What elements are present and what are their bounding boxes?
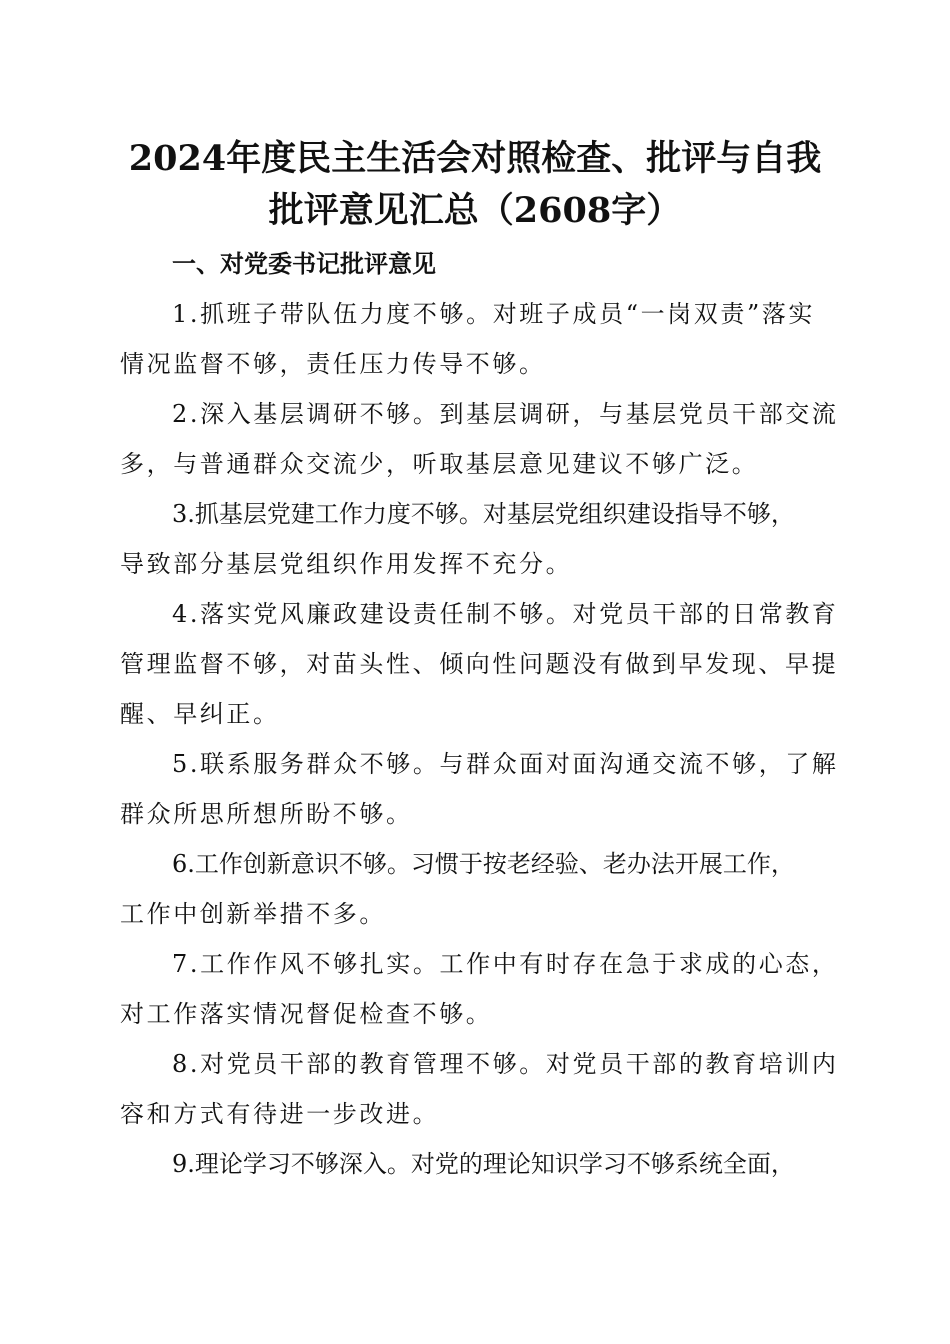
paragraph-line: 9.理论学习不够深入。对党的理论知识学习不够系统全面， bbox=[172, 1150, 795, 1178]
paragraph-line: 1.抓班子带队伍力度不够。对班子成员“一岗双责”落实 bbox=[172, 300, 816, 328]
paragraph-line: 8.对党员干部的教育管理不够。对党员干部的教育培训内 bbox=[172, 1050, 839, 1078]
paragraph-line: 导致部分基层党组织作用发挥不充分。 bbox=[120, 550, 573, 578]
paragraph-line: 醒、早纠正。 bbox=[120, 700, 280, 728]
paragraph-line: 管理监督不够，对苗头性、倾向性问题没有做到早发现、早提 bbox=[120, 650, 839, 678]
paragraph-line: 情况监督不够，责任压力传导不够。 bbox=[120, 350, 546, 378]
paragraph-line: 3.抓基层党建工作力度不够。对基层党组织建设指导不够， bbox=[172, 500, 795, 528]
paragraph-line: 4.落实党风廉政建设责任制不够。对党员干部的日常教育 bbox=[172, 600, 839, 628]
section-heading: 一、对党委书记批评意见 bbox=[172, 250, 436, 278]
paragraph-line: 对工作落实情况督促检查不够。 bbox=[120, 1000, 493, 1028]
paragraph-line: 多，与普通群众交流少，听取基层意见建议不够广泛。 bbox=[120, 450, 759, 478]
paragraph-line: 2.深入基层调研不够。到基层调研，与基层党员干部交流 bbox=[172, 400, 839, 428]
paragraph-line: 工作中创新举措不多。 bbox=[120, 900, 386, 928]
paragraph-line: 7.工作作风不够扎实。工作中有时存在急于求成的心态， bbox=[172, 950, 839, 978]
paragraph-line: 容和方式有待进一步改进。 bbox=[120, 1100, 440, 1128]
paragraph-line: 5.联系服务群众不够。与群众面对面沟通交流不够，了解 bbox=[172, 750, 839, 778]
paragraph-line: 6.工作创新意识不够。习惯于按老经验、老办法开展工作， bbox=[172, 850, 795, 878]
paragraph-line: 群众所思所想所盼不够。 bbox=[120, 800, 413, 828]
document-title-line-2: 批评意见汇总（2608字） bbox=[268, 190, 682, 231]
document-title-line-1: 2024年度民主生活会对照检查、批评与自我 bbox=[128, 138, 822, 179]
